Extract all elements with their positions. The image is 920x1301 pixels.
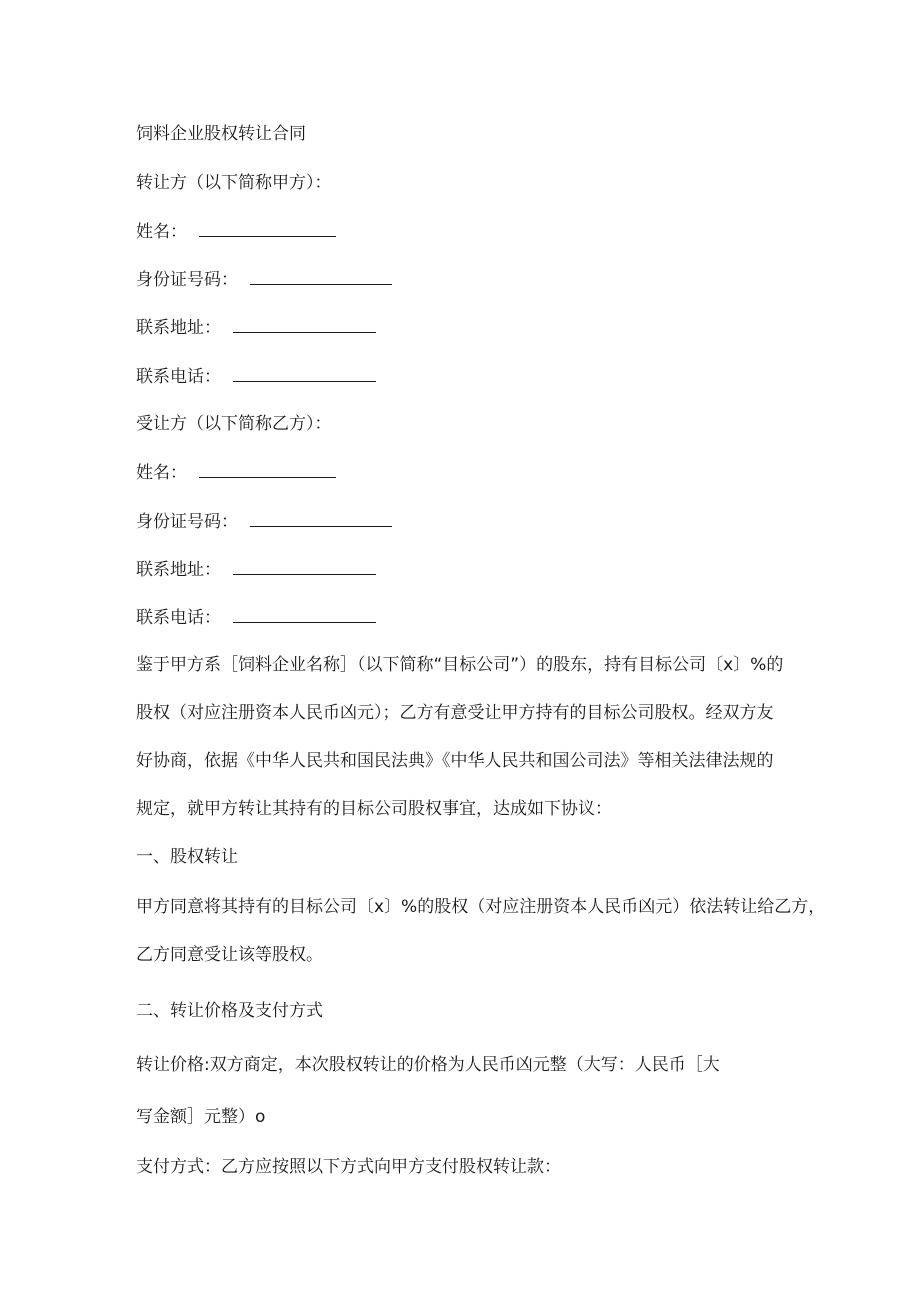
- transferee-address-row: [136, 558, 376, 581]
- preamble-line-2: 股权（对应注册资本人民币凶元）；乙方有意受让甲方持有的目标公司股权。经双方友: [136, 703, 774, 723]
- preamble-line-1: 鉴于甲方系［饲料企业名称］（以下简称“目标公司”）的股东，持有目标公司〔x〕%的: [136, 655, 784, 675]
- section1-line-2: 乙方同意受让该等股权。: [136, 945, 323, 965]
- transferee-name-blank: [199, 461, 336, 478]
- transferor-phone-row: [136, 365, 376, 388]
- transferor-address-row: [136, 316, 376, 339]
- section2-payment-line: 支付方式：乙方应按照以下方式向甲方支付股权转让款：: [136, 1157, 561, 1177]
- transferee-phone-blank: [233, 606, 376, 623]
- transferor-phone-label: 联系电话：: [136, 367, 221, 387]
- preamble-line-3: 好协商，依据《中华人民共和国民法典》《中华人民共和国公司法》等相关法律法规的: [136, 751, 774, 771]
- transferee-id-blank: [250, 510, 392, 527]
- transferor-name-blank: [199, 220, 336, 237]
- section2-heading: 二、转让价格及支付方式: [136, 1001, 323, 1021]
- transferee-id-row: [136, 510, 392, 533]
- transferor-phone-blank: [233, 365, 376, 382]
- transferee-phone-label: 联系电话：: [136, 608, 221, 628]
- transferee-heading: 受让方（以下简称乙方）：: [136, 414, 332, 434]
- section1-line-1: 甲方同意将其持有的目标公司〔x〕%的股权（对应注册资本人民币凶元）依法转让给乙方，: [136, 897, 826, 917]
- transferor-id-blank: [250, 268, 392, 285]
- section2-price-line-2: 写金额］元整）o: [136, 1107, 266, 1127]
- transferor-id-row: [136, 268, 392, 291]
- transferee-phone-row: [136, 606, 376, 629]
- transferor-address-blank: [233, 316, 376, 333]
- transferee-address-blank: [233, 558, 376, 575]
- transferee-name-row: [136, 461, 336, 484]
- transferor-id-label: 身份证号码：: [136, 270, 238, 290]
- document-title: 饲料企业股权转让合同: [136, 124, 306, 144]
- transferor-name-label: 姓名：: [136, 222, 187, 242]
- transferor-heading: 转让方（以下简称甲方）：: [136, 173, 332, 193]
- transferor-address-label: 联系地址：: [136, 318, 221, 338]
- section2-price-line-1: 转让价格:双方商定，本次股权转让的价格为人民币凶元整（大写：人民币［大: [136, 1055, 720, 1075]
- section1-heading: 一、股权转让: [136, 847, 238, 867]
- transferee-address-label: 联系地址：: [136, 560, 221, 580]
- preamble-line-4: 规定，就甲方转让其持有的目标公司股权事宜，达成如下协议：: [136, 799, 612, 819]
- transferee-name-label: 姓名：: [136, 463, 187, 483]
- transferee-id-label: 身份证号码：: [136, 512, 238, 532]
- transferor-name-row: [136, 220, 336, 243]
